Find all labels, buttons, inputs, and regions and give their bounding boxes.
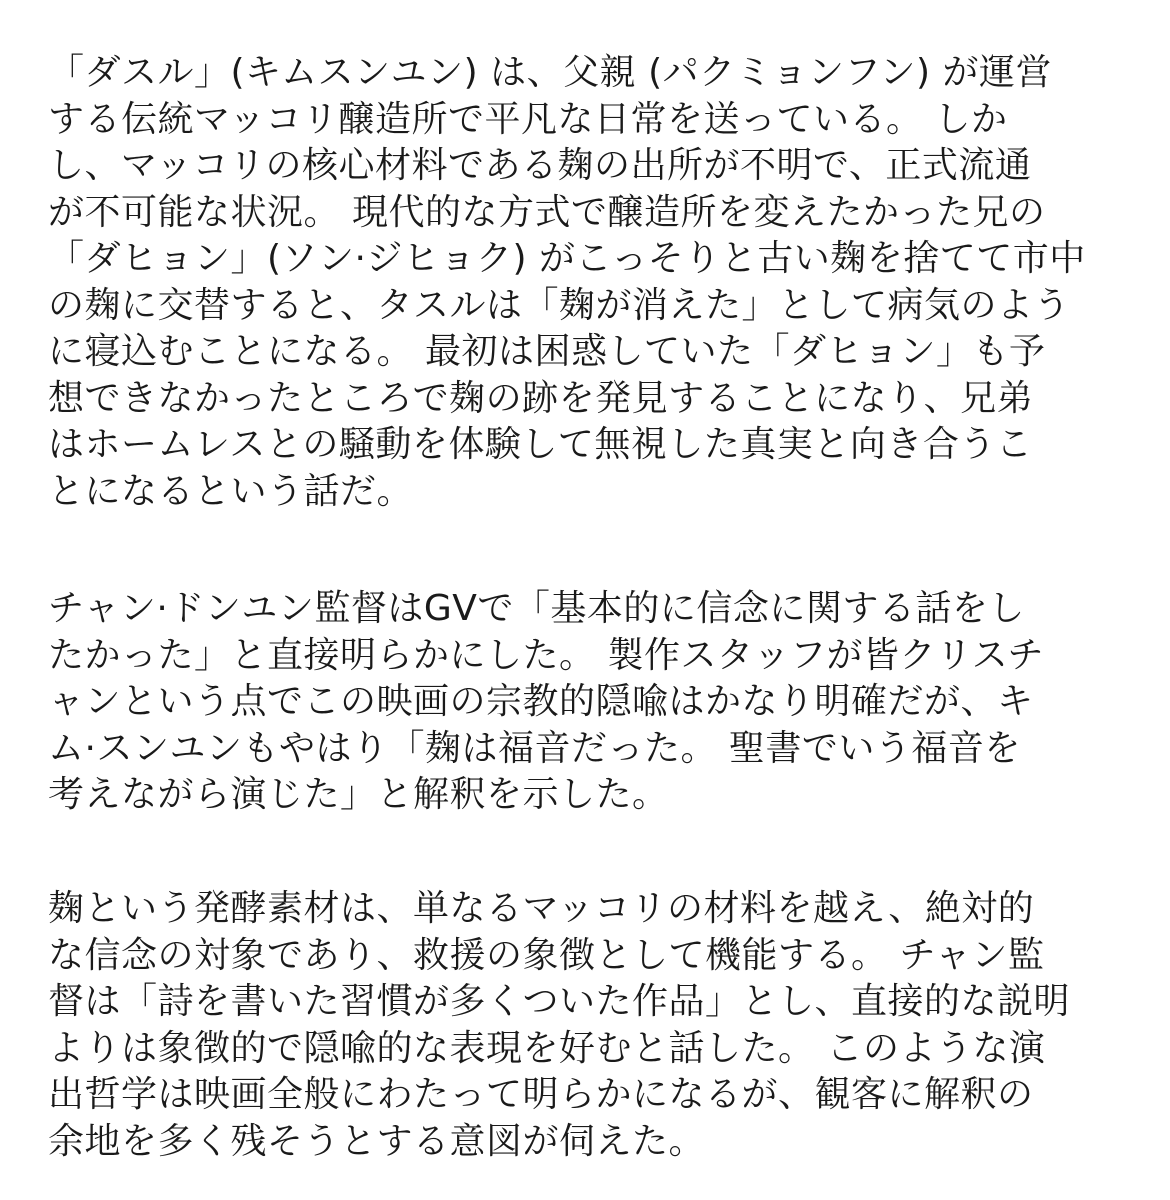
paragraph-2 [48, 586, 1128, 819]
text-line: よりは象徴的で隠喩的な表現を好むと話した。 このような演 [48, 1027, 1046, 1069]
text-line: し、マッコリの核心材料である麹の出所が不明で、正式流通 [48, 145, 1032, 186]
text-line: 出哲学は映画全般にわたって明らかになるが、観客に解釈の [48, 1074, 1034, 1115]
text-line: 余地を多く残そうとする意図が伺えた。 [48, 1120, 706, 1162]
text-line: たかった」と直接明らかにした。 製作スタッフが皆クリスチ [48, 634, 1045, 676]
paragraph-1 [48, 50, 1128, 515]
text-line: 麹という発酵素材は、単なるマッコリの材料を越え、絶対的 [48, 888, 1035, 929]
text-line: ャンという点でこの映画の宗教的隠喩はかなり明確だが、キ [48, 681, 1034, 722]
text-line: の麹に交替すると、タスルは「麹が消えた」として病気のよう [48, 284, 1071, 326]
text-line: 考えながら演じた」と解釈を示した。 [48, 774, 669, 815]
text-line: 督は「詩を書いた習慣が多くついた作品」とし、直接的な説明 [48, 981, 1071, 1022]
text-line: とになるという話だ。 [48, 470, 414, 512]
text-line: 想できなかったところで麹の跡を発見することになり、兄弟 [48, 377, 1034, 419]
text-line: チャン·ドンユン監督はGVで「基本的に信念に関する話をし [48, 588, 1025, 629]
text-line: はホームレスとの騒動を体験して無視した真実と向き合うこ [48, 424, 1033, 465]
text-line: 「ダヒョン」(ソン·ジヒョク) がこっそりと古い麹を捨てて市中 [48, 238, 1086, 279]
text-line: ム·スンユンもやはり「麹は福音だった。 聖書でいう福音を [48, 727, 1021, 769]
paragraph-3 [48, 886, 1128, 1165]
text-line: に寝込むことになる。 最初は困惑していた「ダヒョン」も予 [48, 331, 1046, 372]
text-line: 「ダスル」(キムスンユン) は、父親 (パクミョンフン) が運営 [48, 52, 1052, 93]
text-line: な信念の対象であり、救援の象徴として機能する。 チャン監 [48, 934, 1045, 976]
text-line: が不可能な状況。 現代的な方式で醸造所を変えたかった兄の [48, 191, 1046, 233]
text-line: する伝統マッコリ醸造所で平凡な日常を送っている。 しか [48, 98, 1008, 140]
